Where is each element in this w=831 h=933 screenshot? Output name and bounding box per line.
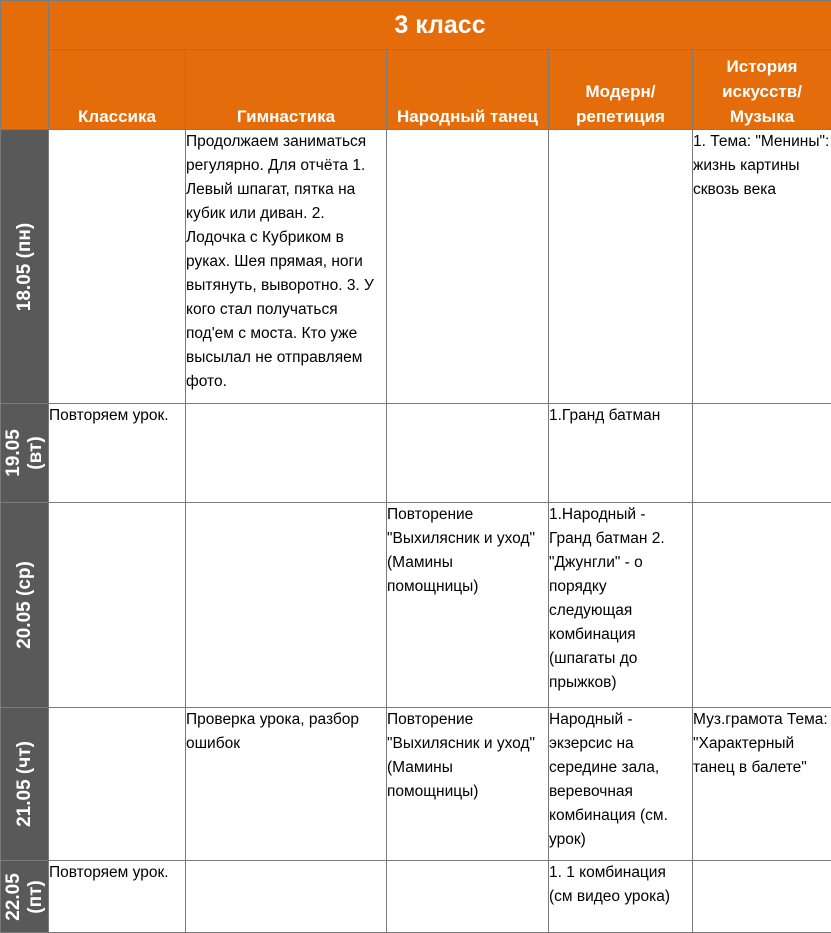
- cell-fri-art-history: [693, 861, 831, 933]
- day-label-text: 20.05 (ср): [14, 561, 36, 649]
- cell-tue-folk-dance: [387, 404, 549, 503]
- cell-tue-modern: 1.Гранд батман: [549, 404, 693, 503]
- cell-thu-folk-dance: Повторение "Выхилясник и уход" (Мамины помощницы): [387, 708, 549, 861]
- subject-header-folk-dance: Народный танец: [387, 50, 549, 130]
- cell-thu-modern: Народный - экзерсис на середине зала, веревочная комбинация (см. урок): [549, 708, 693, 861]
- cell-thu-classic: [49, 708, 186, 861]
- cell-thu-gymnastics: Проверка урока, разбор ошибок: [186, 708, 387, 861]
- cell-wed-classic: [49, 503, 186, 708]
- cell-mon-art-history: 1. Тема: "Менины": жизнь картины сквозь века: [693, 130, 831, 404]
- cell-mon-classic: [49, 130, 186, 404]
- day-label-text: 19.05 (вт): [3, 423, 47, 483]
- day-label-text: 21.05 (чт): [14, 741, 36, 827]
- day-label-text: 18.05 (пн): [14, 222, 36, 310]
- day-row-fri: [1, 861, 831, 933]
- class-title: 3 класс: [49, 1, 831, 50]
- cell-fri-folk-dance: [387, 861, 549, 933]
- cell-mon-modern: [549, 130, 693, 404]
- day-label-fri: [1, 861, 49, 933]
- cell-fri-modern: 1. 1 комбинация (см видео урока): [549, 861, 693, 933]
- cell-fri-gymnastics: [186, 861, 387, 933]
- day-label-mon: [1, 130, 49, 404]
- cell-wed-gymnastics: [186, 503, 387, 708]
- day-row-tue: [1, 404, 831, 503]
- cell-mon-gymnastics: Продолжаем заниматься регулярно. Для отчёта 1. Левый шпагат, пятка на кубик или диван. 2. Лодочка с Кубриком в руках. Шея прямая, ноги вытянуть, выворотно. 3. У кого стал получаться под'ем с моста. Кто уже высылал не отправляем фото.: [186, 130, 387, 404]
- day-label-thu: [1, 708, 49, 861]
- cell-tue-gymnastics: [186, 404, 387, 503]
- cell-tue-classic: Повторяем урок.: [49, 404, 186, 503]
- cell-wed-modern: 1.Народный - Гранд батман 2. "Джунгли" - о порядку следующая комбинация (шпагаты до прыжков): [549, 503, 693, 708]
- cell-tue-art-history: [693, 404, 831, 503]
- day-label-tue: [1, 404, 49, 503]
- cell-thu-art-history: Муз.грамота Тема: "Характерный танец в балете": [693, 708, 831, 861]
- day-label-wed: [1, 503, 49, 708]
- day-label-text: 22.05 (пт): [3, 867, 47, 927]
- day-row-thu: [1, 708, 831, 861]
- corner-cell: [1, 1, 49, 130]
- subject-header-gymnastics: Гимнастика: [186, 50, 387, 130]
- cell-mon-folk-dance: [387, 130, 549, 404]
- subject-header-classic: Классика: [49, 50, 186, 130]
- subject-header-modern: Модерн/репетиция: [549, 50, 693, 130]
- subject-header-art-history: История искусств/ Музыка: [693, 50, 831, 130]
- day-row-mon: [1, 130, 831, 404]
- cell-wed-art-history: [693, 503, 831, 708]
- cell-fri-classic: Повторяем урок.: [49, 861, 186, 933]
- day-row-wed: [1, 503, 831, 708]
- cell-wed-folk-dance: Повторение "Выхилясник и уход" (Мамины помощницы): [387, 503, 549, 708]
